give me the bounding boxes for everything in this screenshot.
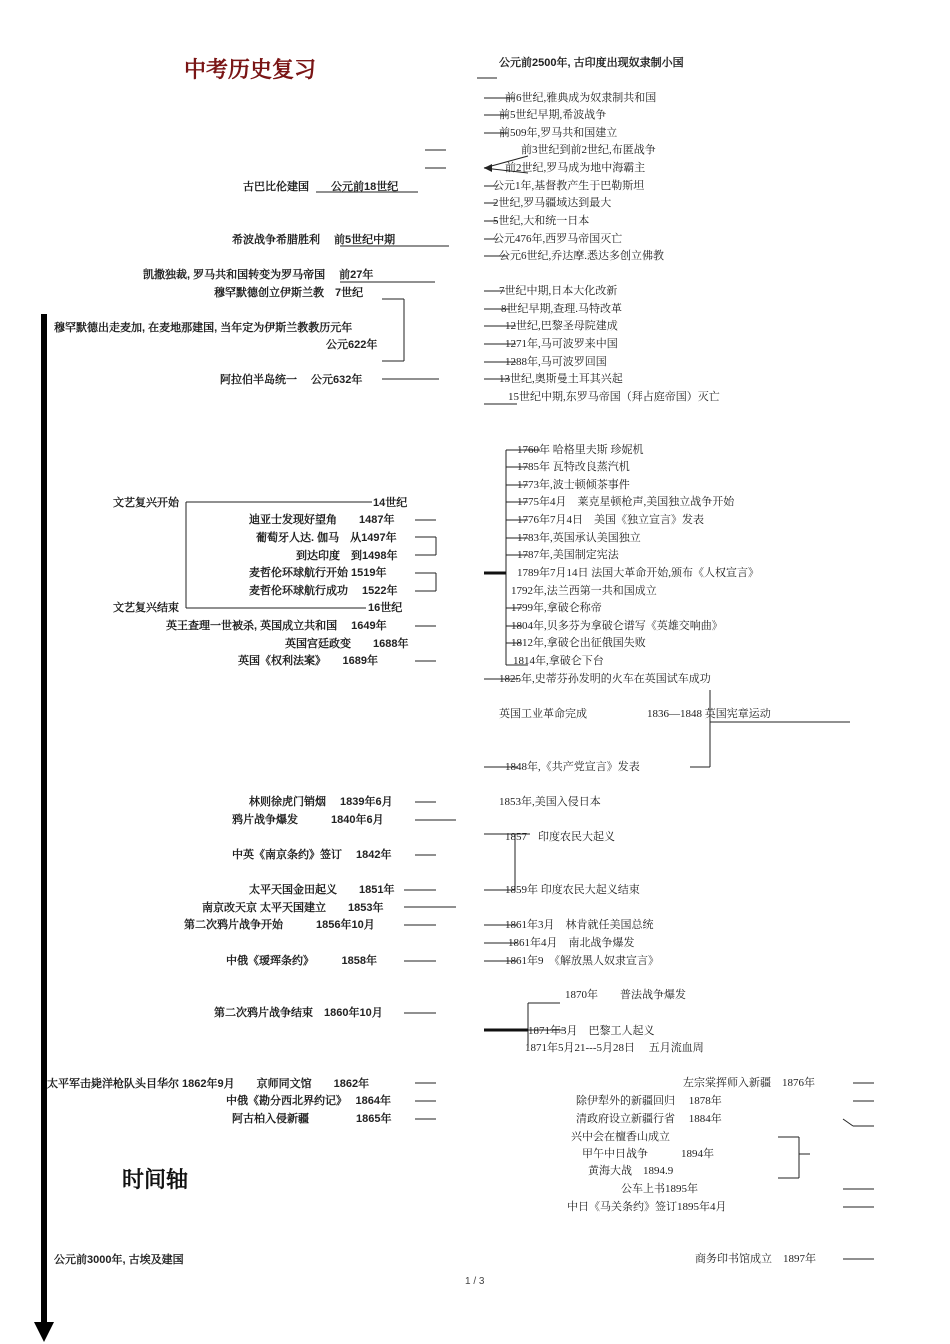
right-event: 兴中会在檀香山成立: [571, 1131, 670, 1143]
left-event: 英王查理一世被杀, 英国成立共和国 1649年: [166, 620, 387, 632]
left-event: 中英《南京条约》签订 1842年: [232, 849, 392, 861]
left-event: 穆罕默德出走麦加, 在麦地那建国, 当年定为伊斯兰教教历元年: [54, 322, 353, 334]
right-event: 1836—1848 英国宪章运动: [647, 708, 771, 720]
right-event: 1776年7月4日 美国《独立宣言》发表: [517, 514, 704, 526]
left-event: 公元622年: [326, 339, 378, 351]
right-event: 1792年,法兰西第一共和国成立: [511, 585, 657, 597]
left-event: 阿拉伯半岛统一 公元632年: [220, 374, 363, 386]
right-event: 1861年9 《解放黑人奴隶宣言》: [505, 955, 659, 967]
left-event: 文艺复兴开始: [113, 497, 179, 509]
left-event: 文艺复兴结束: [113, 602, 179, 614]
left-event: 凯撒独裁, 罗马共和国转变为罗马帝国 前27年: [143, 269, 374, 281]
right-event: 1799年,拿破仑称帝: [511, 602, 602, 614]
left-event: 太平天国金田起义 1851年: [249, 884, 395, 896]
right-event: 公元1年,基督教产生于巴勒斯坦: [493, 180, 645, 192]
left-event: 迪亚士发现好望角 1487年: [249, 514, 395, 526]
left-event: 公元前3000年, 古埃及建国: [54, 1254, 184, 1266]
right-event: 中日《马关条约》签订1895年4月: [567, 1201, 727, 1213]
left-event: 阿古柏入侵新疆 1865年: [232, 1113, 392, 1125]
right-event: 前3世纪到前2世纪,布匿战争: [521, 144, 656, 156]
right-event: 1783年,英国承认美国独立: [517, 532, 641, 544]
right-event: 7世纪中期,日本大化改新: [499, 285, 618, 297]
right-event: 1857 印度农民大起义: [505, 831, 615, 843]
left-event: 希波战争希腊胜利 前5世纪中期: [232, 234, 396, 246]
left-event: 麦哲伦环球航行成功 1522年: [249, 585, 398, 597]
left-event: 到达印度 到1498年: [296, 550, 398, 562]
left-event: 第二次鸦片战争结束 1860年10月: [214, 1007, 383, 1019]
right-event: 除伊犁外的新疆回归 1878年: [576, 1095, 722, 1107]
right-event: 1787年,美国制定宪法: [517, 549, 619, 561]
right-event: 前509年,罗马共和国建立: [499, 127, 618, 139]
left-event: 英国宫廷政变 1688年: [285, 638, 409, 650]
left-event: 鸦片战争爆发 1840年6月: [232, 814, 384, 826]
left-event: 中俄《勘分西北界约记》 1864年: [226, 1095, 392, 1107]
right-event: 12世纪,巴黎圣母院建成: [505, 320, 618, 332]
left-event: 林则徐虎门销烟 1839年6月: [249, 796, 393, 808]
right-event: 商务印书馆成立 1897年: [695, 1253, 816, 1265]
right-event: 1861年4月 南北战争爆发: [508, 937, 635, 949]
right-event: 英国工业革命完成: [499, 708, 587, 720]
left-event: 16世纪: [368, 602, 403, 614]
left-event: 第二次鸦片战争开始 1856年10月: [184, 919, 375, 931]
page-number: 1 / 3: [465, 1276, 485, 1287]
right-event: 1825年,史蒂芬孙发明的火车在英国试车成功: [499, 673, 711, 685]
page-title: 中考历史复习: [184, 58, 317, 83]
right-event: 15世纪中期,东罗马帝国（拜占庭帝国）灭亡: [508, 391, 720, 403]
right-event: 5世纪,大和统一日本: [493, 215, 590, 227]
right-event: 1271年,马可波罗来中国: [505, 338, 618, 350]
left-event: 葡萄牙人达. 伽马 从1497年: [256, 532, 397, 544]
left-event: 英国《权利法案》 1689年: [238, 655, 378, 667]
right-event: 1814年,拿破仑下台: [513, 655, 604, 667]
left-event: 太平军击毙洋枪队头目华尔 1862年9月 京师同文馆 1862年: [47, 1078, 370, 1090]
right-event: 1848年,《共产党宣言》发表: [505, 761, 640, 773]
right-event: 1871年5月21---5月28日 五月流血周: [525, 1042, 704, 1054]
right-event: 左宗棠挥师入新疆 1876年: [683, 1077, 815, 1089]
right-event: 公元前2500年, 古印度出现奴隶制小国: [499, 57, 684, 69]
right-event: 前5世纪早期,希波战争: [499, 109, 607, 121]
right-event: 2世纪,罗马疆域达到最大: [493, 197, 612, 209]
right-event: 1853年,美国入侵日本: [499, 796, 601, 808]
right-event: 清政府设立新疆行省 1884年: [576, 1113, 722, 1125]
right-event: 1760年 哈格里夫斯 珍妮机: [517, 444, 644, 456]
right-event: 1789年7月14日 法国大革命开始,颁布《人权宣言》: [517, 567, 759, 579]
left-event: 麦哲伦环球航行开始 1519年: [249, 567, 387, 579]
left-event: 14世纪: [373, 497, 408, 509]
left-event: 南京改天京 太平天国建立 1853年: [202, 902, 384, 914]
right-event: 1773年,波士顿倾茶事件: [517, 479, 630, 491]
right-event: 1859年 印度农民大起义结束: [505, 884, 640, 896]
right-event: 公元476年,西罗马帝国灭亡: [493, 233, 623, 245]
right-event: 8世纪早期,查理.马特改革: [501, 303, 622, 315]
right-event: 甲午中日战争 1894年: [582, 1148, 714, 1160]
right-event: 公元6世纪,乔达摩.悉达多创立佛教: [499, 250, 664, 262]
right-event: 1861年3月 林肯就任美国总统: [505, 919, 654, 931]
right-event: 公车上书1895年: [621, 1183, 698, 1195]
right-event: 1812年,拿破仑出征俄国失败: [511, 637, 646, 649]
left-event: 穆罕默德创立伊斯兰教 7世纪: [214, 287, 364, 299]
right-event: 1288年,马可波罗回国: [505, 356, 607, 368]
right-event: 1871年3月 巴黎工人起义: [528, 1025, 655, 1037]
right-event: 前6世纪,雅典成为奴隶制共和国: [505, 92, 657, 104]
left-event: 古巴比伦建国 公元前18世纪: [243, 181, 399, 193]
right-event: 13世纪,奥斯曼土耳其兴起: [499, 373, 623, 385]
left-event: 中俄《瑷珲条约》 1858年: [226, 955, 377, 967]
timeline-heading: 时间轴: [122, 1168, 189, 1193]
right-event: 黄海大战 1894.9: [588, 1165, 674, 1177]
right-event: 前2世纪,罗马成为地中海霸主: [505, 162, 646, 174]
right-event: 1870年 普法战争爆发: [565, 989, 686, 1001]
right-event: 1775年4月 莱克星顿枪声,美国独立战争开始: [517, 496, 735, 508]
right-event: 1804年,贝多芬为拿破仑谱写《英雄交响曲》: [511, 620, 723, 632]
right-event: 1785年 瓦特改良蒸汽机: [517, 461, 630, 473]
